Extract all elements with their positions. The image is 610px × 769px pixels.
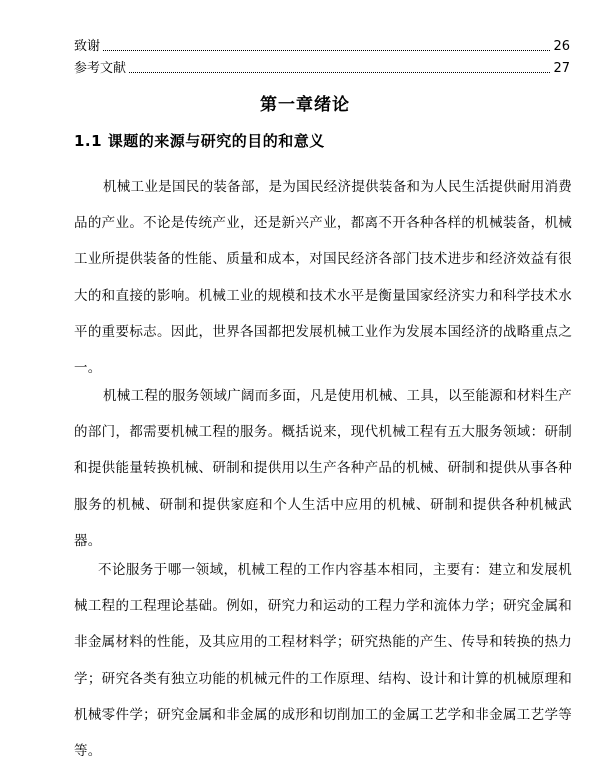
paragraph: 机械工业是国民的装备部，是为国民经济提供装备和为人民生活提供耐用消费品的产业。不论是传统产业，还是新兴产业，都离不开各种各样的机械装备，机械工业所提供装备的性能、质量和成本，对国民经济各部门技术进步和经济效益有很大的和直接的影响。机械工业的规模和技术水平是衡量国家经济实力和科学技术水平的重要标志。因此，世界各国都把发展机械工业作为发展本国经济的战略重点之一。 bbox=[74, 179, 572, 377]
toc-entry-title: 致谢 bbox=[74, 39, 101, 54]
toc-leader-dots bbox=[129, 72, 550, 73]
toc-entry-page: 27 bbox=[553, 61, 570, 76]
toc-leader-dots bbox=[103, 50, 550, 51]
paragraph: 不论服务于哪一领域，机械工程的工作内容基本相同，主要有：建立和发展机械工程的工程理论基础。例如，研究力和运动的工程力学和流体力学；研究金属和非金属材料的性能，及其应用的工程材料学；研究热能的产生、传导和转换的热力学；研究各类有独立功能的机械元件的工作原理、结构、设计和计算的机械原理和机械零件学；研究金属和非金属的成形和切削加工的金属工艺学和非金属工艺学等等。 bbox=[74, 562, 572, 760]
chapter-title: 第一章绪论 bbox=[260, 95, 350, 115]
section-title: 1.1 课题的来源与研究的目的和意义 bbox=[74, 132, 325, 150]
toc-entry-page: 26 bbox=[553, 39, 570, 54]
paragraph: 机械工程的服务领域广阔而多面，凡是使用机械、工具，以至能源和材料生产的部门，都需要机械工程的服务。概括说来，现代机械工程有五大服务领域：研制和提供能量转换机械、研制和提供用以生产各种产品的机械、研制和提供从事各种服务的机械、研制和提供家庭和个人生活中应用的机械、研制和提供各种机械武器。 bbox=[74, 388, 572, 549]
toc-entry-title: 参考文献 bbox=[74, 61, 127, 76]
toc-entry-references[interactable] bbox=[74, 55, 570, 77]
toc-entry-acknowledgements[interactable] bbox=[74, 33, 570, 55]
